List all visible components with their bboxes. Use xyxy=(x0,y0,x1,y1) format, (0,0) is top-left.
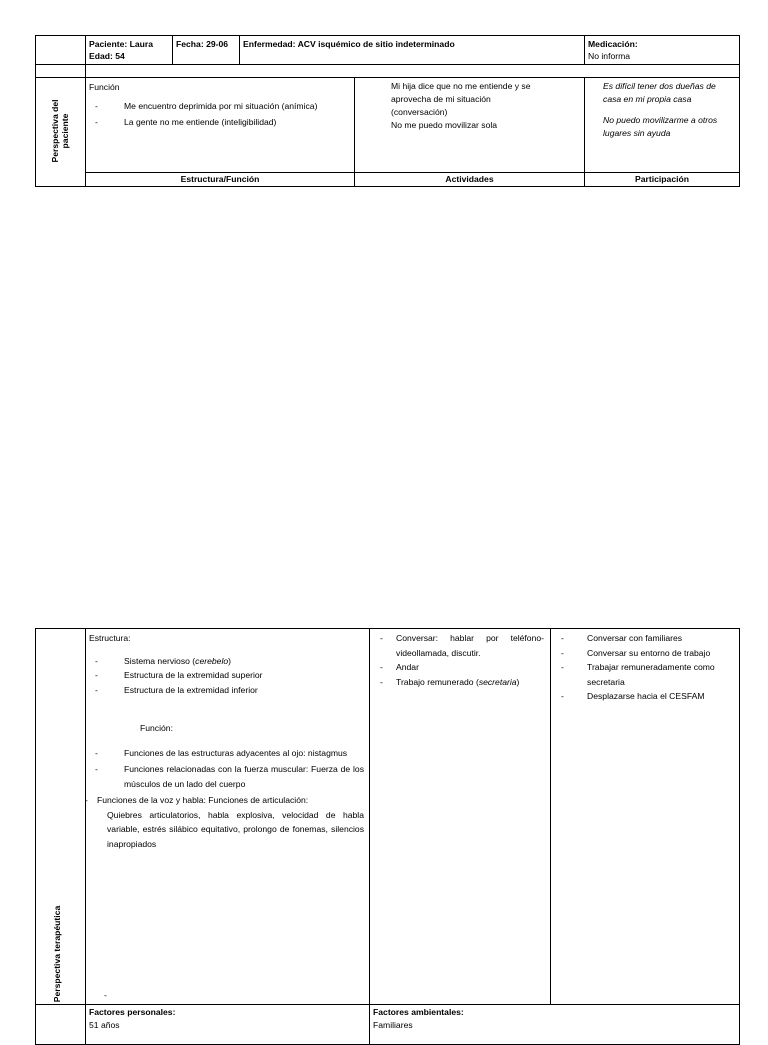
footer-activities: Actividades xyxy=(355,173,585,187)
spacer-row xyxy=(86,65,740,78)
list-item: - Estructura de la extremidad inferior xyxy=(89,683,366,698)
therapeutic-perspective-label: Perspectiva terapéutica xyxy=(52,905,62,1003)
list-item: - Me encuentro deprimida por mi situación (anímica) xyxy=(89,99,347,113)
activities-list xyxy=(374,631,546,689)
spacer-cell xyxy=(36,65,86,78)
activity-line: Mi hija dice que no me entiende y se xyxy=(391,81,531,91)
patient-perspective-table xyxy=(35,35,740,187)
footer-structure-function: Estructura/Función xyxy=(86,173,355,187)
patient-perspective-label-cell xyxy=(36,78,86,187)
patient-activities-cell xyxy=(355,78,585,173)
personal-factors-cell xyxy=(86,1005,370,1045)
record-date: Fecha: 29-06 xyxy=(176,39,229,49)
participation-text: No puedo movilizarme a otros lugares sin ayuda xyxy=(603,115,718,138)
personal-factors-title: Factores personales: xyxy=(89,1007,176,1017)
patient-function-cell xyxy=(86,78,355,173)
footer-participation: Participación xyxy=(585,173,740,187)
list-item: - La gente no me entiende (inteligibilidad) xyxy=(89,115,347,129)
patient-name: Paciente: Laura xyxy=(89,39,153,49)
structure-list xyxy=(89,654,366,698)
patient-cell xyxy=(86,36,173,65)
list-item: - Andar xyxy=(374,660,544,675)
list-item: - Conversar su entorno de trabajo xyxy=(555,646,735,661)
list-item: - Funciones relacionadas con la fuerza muscular: Fuerza de los músculos de un lado del cuerpo xyxy=(89,762,364,791)
list-item: - Funciones de las estructuras adyacentes al ojo: nistagmus xyxy=(89,746,364,761)
date-cell xyxy=(173,36,240,65)
medication-label: Medicación: xyxy=(588,39,638,49)
disease-cell xyxy=(240,36,585,65)
activity-line: aprovecha de mi situación (conversación) xyxy=(391,94,491,117)
environmental-factors-value: Familiares xyxy=(373,1020,413,1030)
function-title: Función: xyxy=(140,723,173,733)
header-empty-cell xyxy=(36,36,86,65)
list-item: - Trabajar remuneradamente como secretaria xyxy=(555,660,735,689)
therapeutic-participation-cell xyxy=(551,629,740,1005)
list-item: - Conversar: hablar por teléfono-videollamada, discutir. xyxy=(374,631,544,660)
patient-perspective-label: Perspectiva del paciente xyxy=(50,99,70,163)
list-item: - Sistema nervioso (cerebelo) xyxy=(89,654,366,669)
participation-text: Es difícil tener dos dueñas de casa en mi propia casa xyxy=(603,81,716,104)
patient-age: Edad: 54 xyxy=(89,51,125,61)
function-list xyxy=(89,99,351,129)
environmental-factors-cell xyxy=(370,1005,740,1045)
structure-title: Estructura: xyxy=(89,633,131,643)
medication-value: No informa xyxy=(588,51,631,61)
personal-factors-value: 51 años xyxy=(89,1020,120,1030)
participation-list xyxy=(555,631,735,704)
factors-label-cell xyxy=(36,1005,86,1045)
function-title: Función xyxy=(89,82,120,92)
therapeutic-activities-cell xyxy=(370,629,551,1005)
environmental-factors-title: Factores ambientales: xyxy=(373,1007,464,1017)
therapeutic-perspective-table xyxy=(35,628,740,1045)
therapeutic-structure-cell xyxy=(86,629,370,1005)
function-list xyxy=(89,746,366,808)
list-item: - Desplazarse hacia el CESFAM xyxy=(555,689,735,704)
patient-participation-cell xyxy=(585,78,740,173)
list-item: - Estructura de la extremidad superior xyxy=(89,668,366,683)
medication-cell xyxy=(585,36,740,65)
disease: Enfermedad: ACV isquémico de sitio indeterminado xyxy=(243,39,455,49)
trailing-dash: - xyxy=(104,989,107,1000)
activity-line: No me puedo movilizar sola xyxy=(391,120,498,130)
list-item: - Trabajo remunerado (secretaria) xyxy=(374,675,544,690)
list-item: - Funciones de la voz y habla: Funciones de articulación: xyxy=(79,793,364,808)
voice-detail: Quiebres articulatorios, habla explosiva, velocidad de habla variable, estrés silábico equitativo, prolongo de fonemas, silencios inapropiados xyxy=(107,809,365,849)
therapeutic-label-cell xyxy=(36,629,86,1005)
list-item: - Conversar con familiares xyxy=(555,631,735,646)
